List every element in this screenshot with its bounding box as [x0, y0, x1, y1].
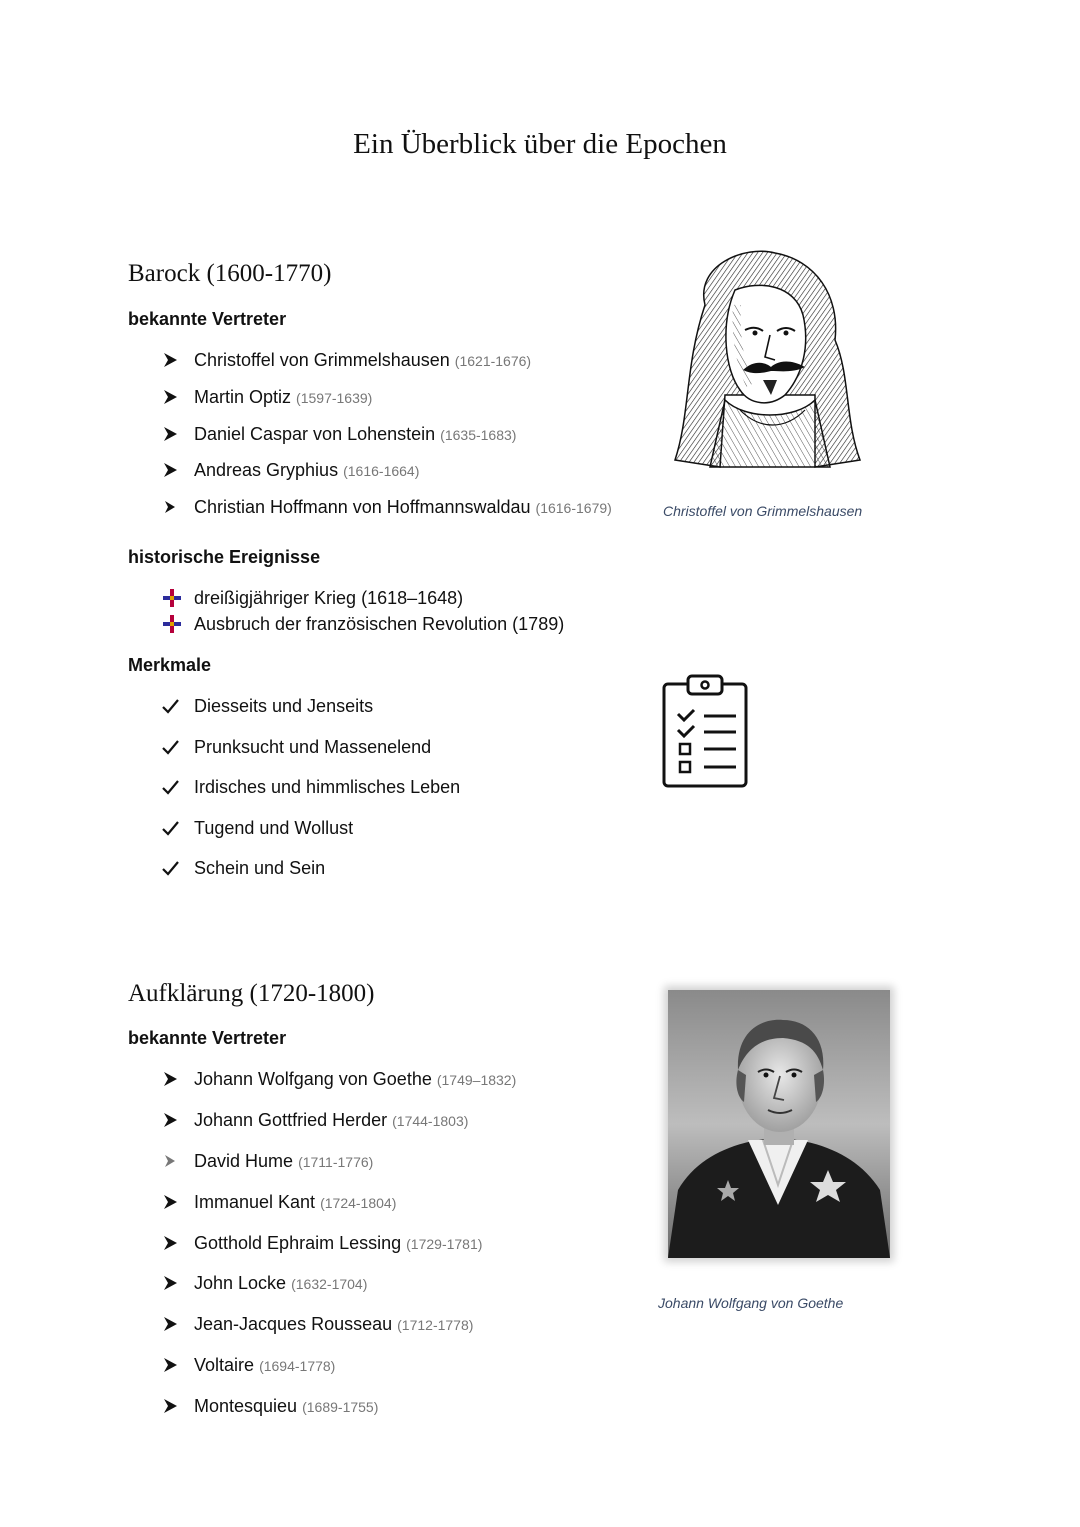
checkmark-icon — [160, 816, 184, 840]
cross-bullet-icon — [160, 586, 184, 610]
arrowhead-bullet-icon — [160, 1394, 184, 1418]
arrowhead-bullet-icon — [160, 1149, 184, 1173]
barock-merkmale-label: Merkmale — [128, 655, 212, 675]
arrowhead-bullet-icon — [160, 1312, 184, 1336]
aufklaerung-vertreter-label: bekannte Vertreter — [128, 1028, 287, 1048]
barock-vertreter-label: bekannte Vertreter — [128, 309, 287, 329]
checkmark-icon — [160, 735, 184, 759]
arrowhead-bullet-icon — [160, 1108, 184, 1132]
barock-ereignisse-label: historische Ereignisse — [128, 547, 321, 567]
arrowhead-bullet-icon — [160, 1067, 184, 1091]
arrowhead-bullet-icon — [160, 458, 184, 482]
section-heading-barock: Barock (1600-1770) — [128, 260, 332, 287]
portrait-caption-goethe: Johann Wolfgang von Goethe — [658, 1295, 844, 1311]
portrait-caption-grimmelshausen: Christoffel von Grimmelshausen — [663, 503, 863, 519]
goethe-portrait — [668, 990, 890, 1258]
checkmark-icon — [160, 856, 184, 880]
checkmark-icon — [160, 775, 184, 799]
arrowhead-bullet-icon — [160, 1190, 184, 1214]
arrowhead-bullet-icon — [160, 1231, 184, 1255]
page-title: Ein Überblick über die Epochen — [353, 128, 727, 160]
arrowhead-bullet-icon — [160, 348, 184, 372]
clipboard-checklist-icon — [660, 672, 752, 792]
grimmelshausen-portrait — [665, 245, 865, 477]
cross-bullet-icon — [160, 612, 184, 636]
arrowhead-bullet-icon — [160, 385, 184, 409]
arrowhead-bullet-icon — [160, 495, 184, 519]
arrowhead-bullet-icon — [160, 1271, 184, 1295]
arrowhead-bullet-icon — [160, 422, 184, 446]
checkmark-icon — [160, 694, 184, 718]
arrowhead-bullet-icon — [160, 1353, 184, 1377]
section-heading-aufklaerung: Aufklärung (1720-1800) — [128, 980, 375, 1007]
